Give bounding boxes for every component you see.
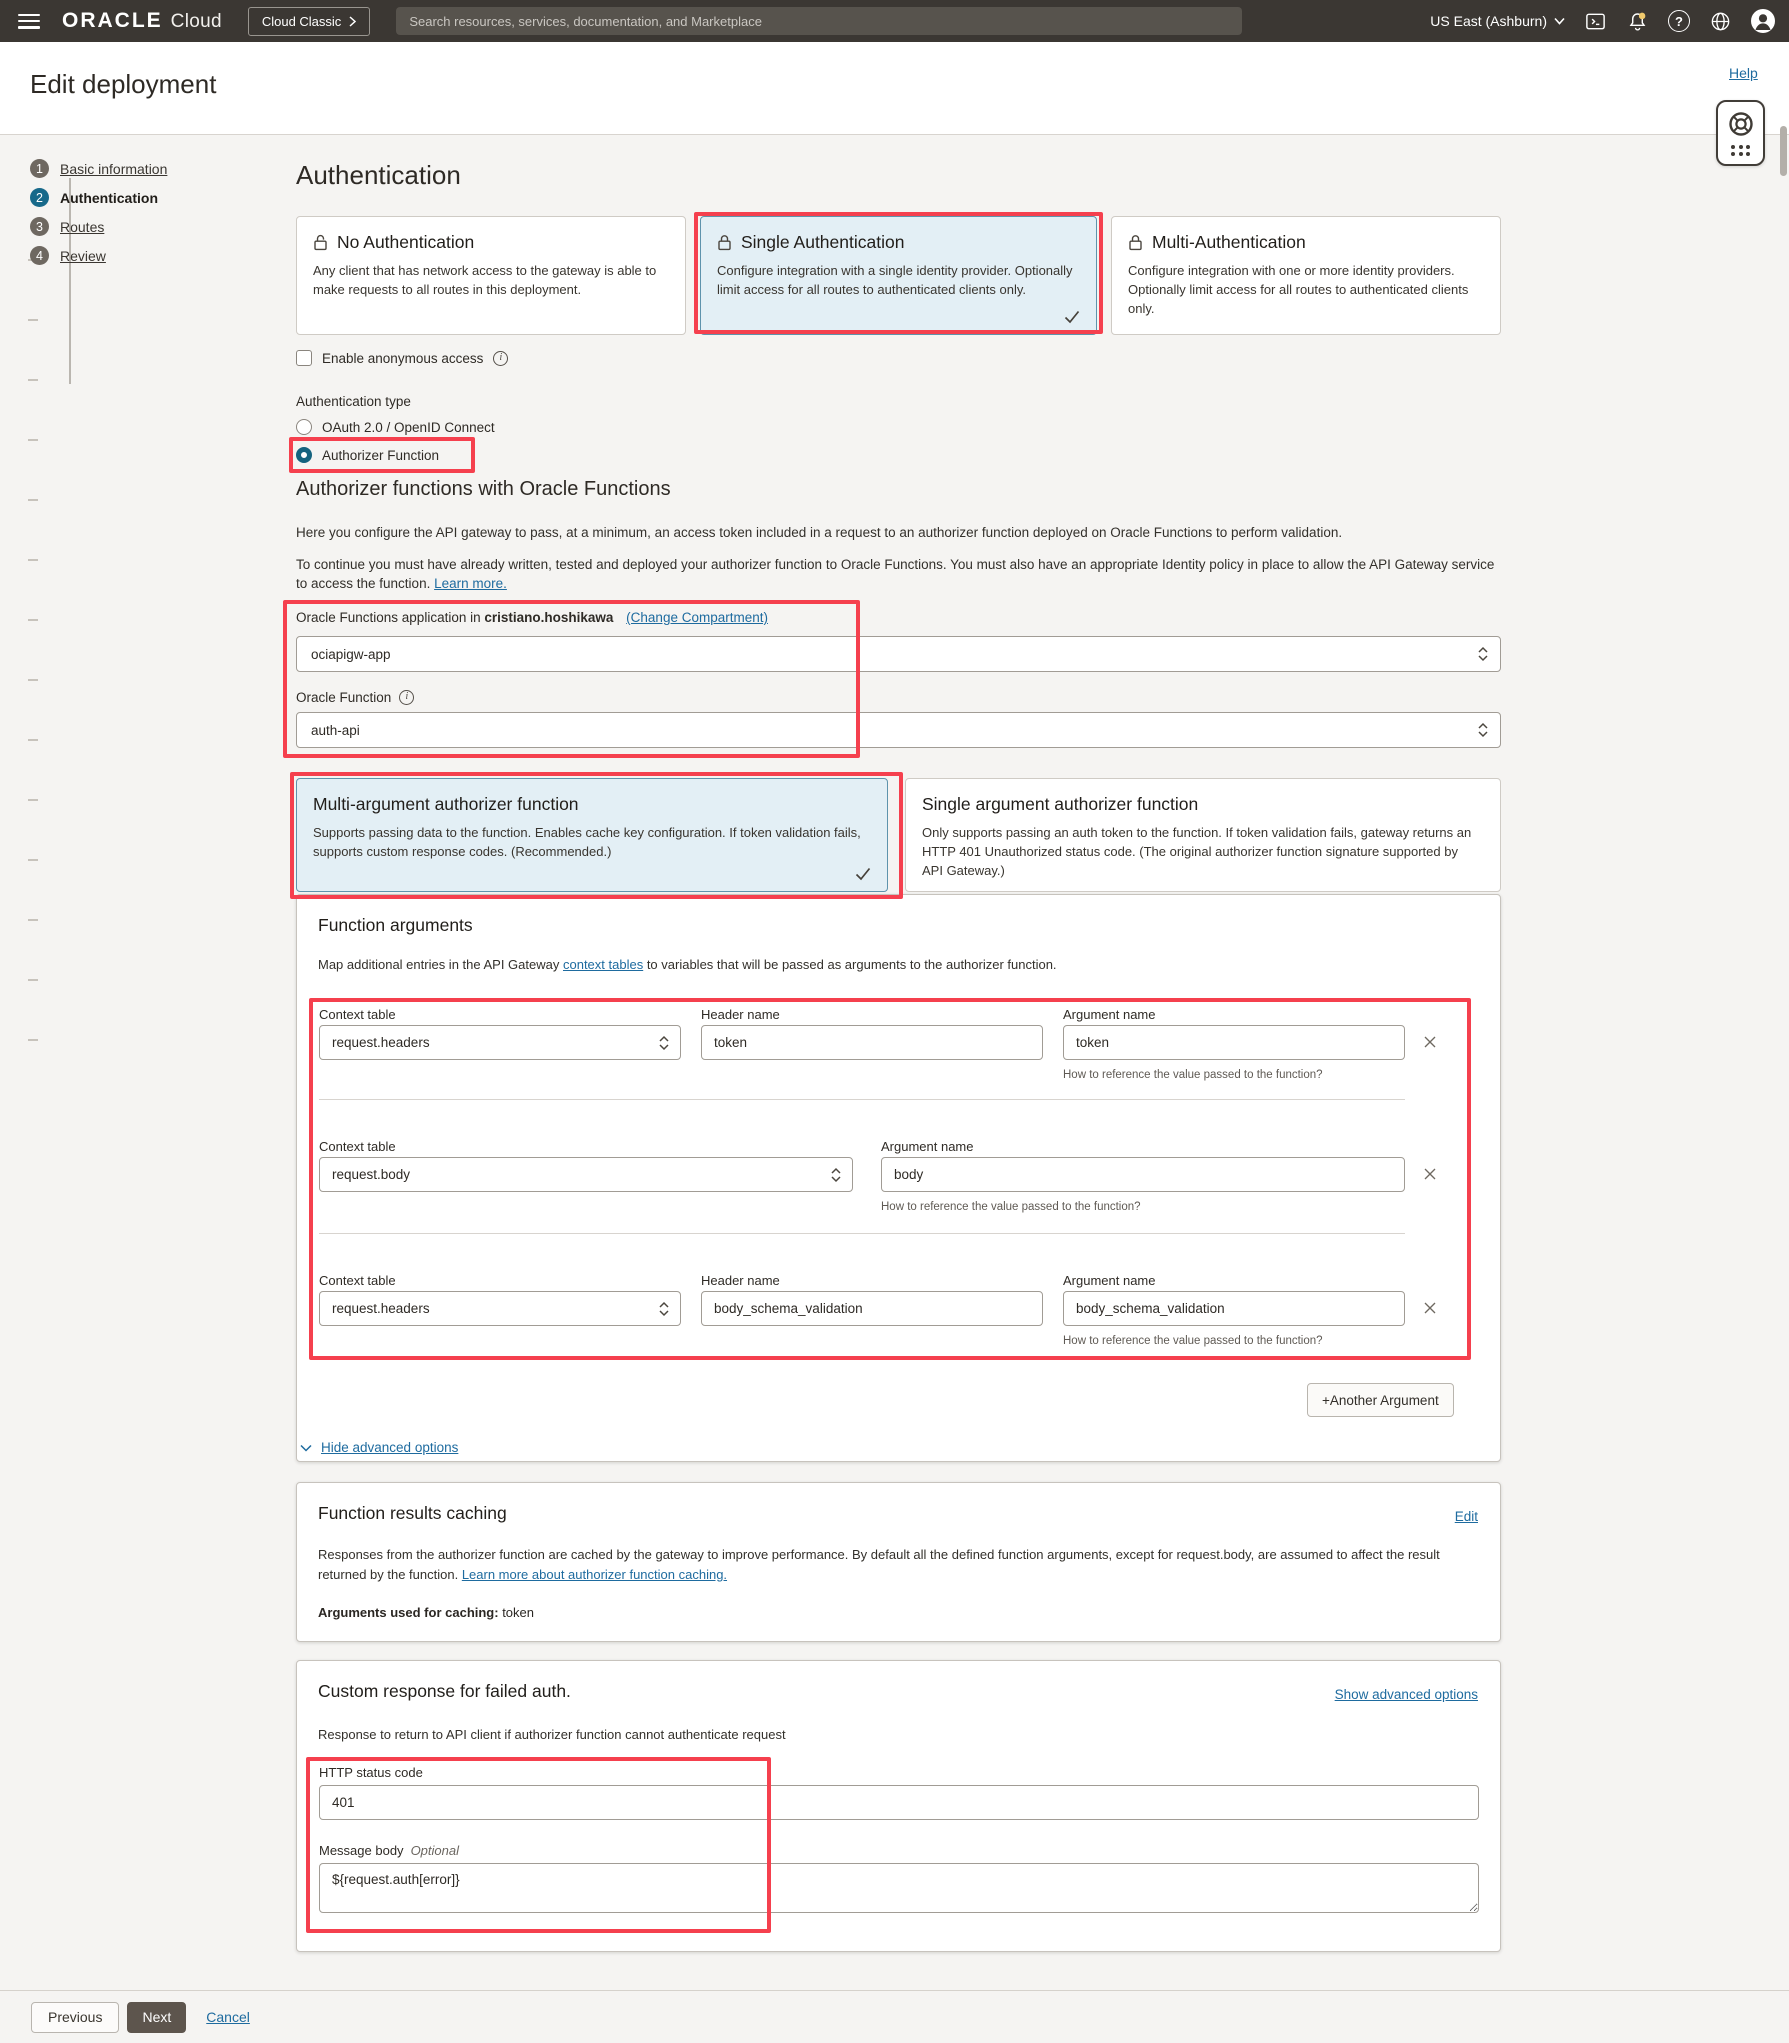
brand-cloud: Cloud <box>170 11 222 32</box>
argument-name-input[interactable] <box>1063 1291 1405 1326</box>
chevron-down-icon <box>1554 17 1565 25</box>
selected-checkmark-icon <box>1064 309 1080 324</box>
radio-oauth-row <box>296 419 495 435</box>
application-label-text: Oracle Functions application in <box>296 610 485 625</box>
oracle-function-label-row <box>296 690 414 705</box>
context-table-value: request.headers <box>332 1035 430 1050</box>
authorizer-intro-paragraph: Here you configure the API gateway to pass, at a minimum, an access token included in a request to an authorizer function deployed on Oracle Functions to perform validation. <box>296 525 1343 540</box>
context-table-select[interactable] <box>319 1157 853 1192</box>
region-label: US East (Ashburn) <box>1430 13 1547 29</box>
caching-description <box>318 1545 1482 1584</box>
context-table-select[interactable] <box>319 1291 681 1326</box>
cloud-classic-label: Cloud Classic <box>261 13 342 29</box>
lock-closed-icon <box>717 234 732 251</box>
region-selector[interactable] <box>1430 13 1565 29</box>
authorizer-function-radio-label: Authorizer Function <box>322 447 440 463</box>
panel-title: Function results caching <box>318 1503 507 1523</box>
change-compartment-link[interactable]: (Change Compartment) <box>626 610 768 625</box>
remove-argument-button[interactable] <box>1419 1031 1441 1053</box>
globe-language-icon[interactable] <box>1709 10 1732 33</box>
remove-argument-button[interactable] <box>1419 1297 1441 1319</box>
previous-button[interactable]: Previous <box>31 2002 119 2033</box>
topbar-right <box>1430 9 1775 33</box>
card-description: Only supports passing an auth token to the function. If token validation fails, gateway returns an HTTP 401 Unauthorized status code. (The original authorizer function signature supported by API Gateway.) <box>922 825 1472 878</box>
close-icon <box>1423 1301 1437 1315</box>
custom-response-panel <box>296 1660 1501 1952</box>
stepper-item-basic-information[interactable] <box>30 154 167 183</box>
chevron-down-icon <box>300 1444 312 1452</box>
oracle-function-label: Oracle Function <box>296 690 392 705</box>
anonymous-access-label: Enable anonymous access <box>322 350 484 366</box>
optional-tag: Optional <box>410 1843 459 1858</box>
section-title-authorizer-functions: Authorizer functions with Oracle Functions <box>296 478 671 500</box>
context-table-label: Context table <box>319 1273 396 1288</box>
argument-name-label: Argument name <box>881 1139 974 1154</box>
authorizer-requirements-paragraph <box>296 556 1501 594</box>
user-avatar[interactable] <box>1751 9 1775 33</box>
stepper-item-routes[interactable] <box>30 212 167 241</box>
select-stepper-icon <box>658 1301 670 1317</box>
step-label[interactable]: Routes <box>60 218 105 235</box>
card-description: Any client that has network access to the gateway is able to make requests to all routes in this deployment. <box>313 263 657 297</box>
anonymous-access-checkbox[interactable] <box>296 350 312 366</box>
panel-title: Function arguments <box>318 915 473 935</box>
authorizer-function-radio[interactable] <box>296 447 312 463</box>
page-header <box>0 42 1789 135</box>
lifebuoy-icon[interactable] <box>1727 110 1755 138</box>
authentication-type-label: Authentication type <box>296 394 411 409</box>
advanced-options-link[interactable]: Hide advanced options <box>321 1440 459 1455</box>
function-results-caching-panel <box>296 1482 1501 1642</box>
lock-closed-icon <box>1128 234 1143 251</box>
oracle-function-select[interactable] <box>296 712 1501 748</box>
argument-name-label: Argument name <box>1063 1273 1156 1288</box>
apps-grid-icon[interactable] <box>1731 145 1750 157</box>
caching-arguments-line <box>318 1605 534 1620</box>
custom-response-description: Response to return to API client if authorizer function cannot authenticate request <box>318 1727 786 1742</box>
resource-center-widget[interactable] <box>1716 100 1765 166</box>
oauth-radio[interactable] <box>296 419 312 435</box>
notifications-bell-icon[interactable] <box>1626 10 1649 33</box>
remove-argument-button[interactable] <box>1419 1163 1441 1185</box>
message-body-textarea[interactable] <box>319 1863 1479 1913</box>
oauth-radio-label: OAuth 2.0 / OpenID Connect <box>322 419 495 435</box>
topbar <box>0 0 1789 42</box>
radio-authorizer-row <box>296 447 439 463</box>
step-label: Authentication <box>60 189 158 206</box>
header-name-label: Header name <box>701 1007 780 1022</box>
step-number: 1 <box>30 159 49 178</box>
select-stepper-icon <box>830 1167 842 1183</box>
context-table-select[interactable] <box>319 1025 681 1060</box>
card-multi-authentication[interactable] <box>1111 216 1501 335</box>
next-button[interactable]: Next <box>127 2002 186 2033</box>
argument-helper-text: How to reference the value passed to the function? <box>1063 1335 1323 1347</box>
step-label[interactable]: Basic information <box>60 160 168 177</box>
context-tables-link[interactable]: context tables <box>562 957 644 972</box>
info-icon[interactable] <box>399 690 414 705</box>
header-name-input[interactable] <box>701 1025 1043 1060</box>
scrollbar-thumb[interactable] <box>1780 126 1787 176</box>
cloud-shell-icon[interactable] <box>1584 10 1607 33</box>
select-stepper-icon <box>658 1035 670 1051</box>
selected-checkmark-icon <box>855 866 871 881</box>
stepper-item-authentication[interactable] <box>30 183 167 212</box>
context-table-value: request.body <box>332 1167 411 1182</box>
context-table-value: request.headers <box>332 1301 430 1316</box>
card-single-authentication[interactable] <box>700 216 1097 335</box>
close-icon <box>1423 1167 1437 1181</box>
search-input[interactable] <box>396 7 1242 35</box>
wizard-footer <box>0 1990 1789 2043</box>
learn-more-link[interactable]: Learn more. <box>434 575 507 591</box>
message-body-label-text: Message body <box>319 1843 404 1858</box>
argument-name-input[interactable] <box>1063 1025 1405 1060</box>
menu-icon[interactable] <box>18 14 40 29</box>
caching-learn-more-link[interactable]: Learn more about authorizer function caching. <box>461 1566 728 1582</box>
row-divider <box>319 1099 1405 1100</box>
intro-text-b: to variables that will be passed as arguments to the authorizer function. <box>643 957 1057 972</box>
compartment-name: cristiano.hoshikawa <box>484 610 614 625</box>
context-table-label: Context table <box>319 1007 396 1022</box>
step-number: 4 <box>30 246 49 265</box>
help-link[interactable]: Help <box>1729 65 1758 81</box>
cloud-classic-button[interactable] <box>248 7 370 36</box>
requirements-text: To continue you must have already written, tested and deployed your authorizer function to Oracle Functions. You must also have an appropriate Identity policy in place to allow the API Gateway service to access the function. <box>296 557 1495 591</box>
card-description: Supports passing data to the function. Enables cache key configuration. If token validation fails, supports custom response codes. (Recommended.) <box>313 825 861 859</box>
help-circle-icon[interactable]: ? <box>1668 10 1690 32</box>
notification-dot <box>1639 12 1646 19</box>
functions-application-label <box>296 610 768 625</box>
chevron-right-icon <box>349 16 356 27</box>
header-name-label: Header name <box>701 1273 780 1288</box>
advanced-options-toggle[interactable] <box>300 1440 458 1455</box>
select-stepper-icon <box>1477 722 1489 738</box>
card-title: Single Authentication <box>741 232 905 252</box>
argument-name-label: Argument name <box>1063 1007 1156 1022</box>
argument-helper-text: How to reference the value passed to the function? <box>1063 1069 1323 1081</box>
function-arguments-intro <box>318 957 1480 972</box>
info-icon[interactable] <box>493 351 508 366</box>
step-number: 3 <box>30 217 49 236</box>
card-title: Multi-Authentication <box>1152 232 1306 252</box>
cancel-link[interactable]: Cancel <box>206 2009 250 2025</box>
functions-application-select[interactable] <box>296 636 1501 672</box>
intro-text-a: Map additional entries in the API Gateway <box>318 957 563 972</box>
brand-oracle: ORACLE <box>62 9 163 32</box>
oracle-function-value: auth-api <box>311 722 360 738</box>
card-description: Configure integration with a single identity provider. Optionally limit access for all routes to authenticated clients only. <box>717 263 1073 297</box>
argument-helper-text: How to reference the value passed to the function? <box>881 1201 1141 1213</box>
card-single-argument-function[interactable] <box>905 778 1501 892</box>
argument-name-input[interactable] <box>881 1157 1405 1192</box>
edit-caching-link[interactable]: Edit <box>1454 1509 1478 1524</box>
http-status-code-input[interactable] <box>319 1785 1479 1820</box>
auth-option-cards <box>296 216 1501 335</box>
http-status-code-label: HTTP status code <box>319 1765 423 1780</box>
stepper-item-review[interactable] <box>30 241 167 270</box>
card-multi-argument-function[interactable] <box>296 778 888 892</box>
card-title: Single argument authorizer function <box>922 794 1199 814</box>
section-title-authentication: Authentication <box>296 160 461 190</box>
card-title: Multi-argument authorizer function <box>313 794 579 814</box>
context-table-label: Context table <box>319 1139 396 1154</box>
message-body-label <box>319 1843 459 1858</box>
row-divider <box>319 1233 1405 1234</box>
caching-arguments-value: token <box>498 1605 534 1620</box>
wizard-stepper <box>30 154 167 270</box>
functions-application-value: ociapigw-app <box>311 646 391 662</box>
card-title: No Authentication <box>337 232 475 252</box>
card-no-authentication[interactable] <box>296 216 686 335</box>
step-number: 2 <box>30 188 49 207</box>
lock-open-icon <box>313 234 328 251</box>
card-description: Configure integration with one or more identity providers. Optionally limit access for all routes to authenticated clients only. <box>1128 263 1469 316</box>
show-advanced-options-link[interactable]: Show advanced options <box>1334 1687 1478 1702</box>
caching-arguments-label: Arguments used for caching: <box>318 1605 499 1620</box>
function-arguments-panel <box>296 894 1501 1462</box>
page-title: Edit deployment <box>30 69 217 99</box>
caching-text: Responses from the authorizer function are cached by the gateway to improve performance. By default all the defined function arguments, except for request.body, are assumed to affect the result returned by the function. <box>318 1547 1440 1582</box>
another-argument-button[interactable]: +Another Argument <box>1307 1383 1454 1417</box>
oracle-cloud-logo <box>62 9 222 33</box>
select-stepper-icon <box>1477 646 1489 662</box>
left-margin-ticks <box>28 259 38 1099</box>
header-name-input[interactable] <box>701 1291 1043 1326</box>
panel-title: Custom response for failed auth. <box>318 1681 571 1701</box>
anonymous-access-row <box>296 350 508 366</box>
close-icon <box>1423 1035 1437 1049</box>
step-label[interactable]: Review <box>60 247 106 264</box>
